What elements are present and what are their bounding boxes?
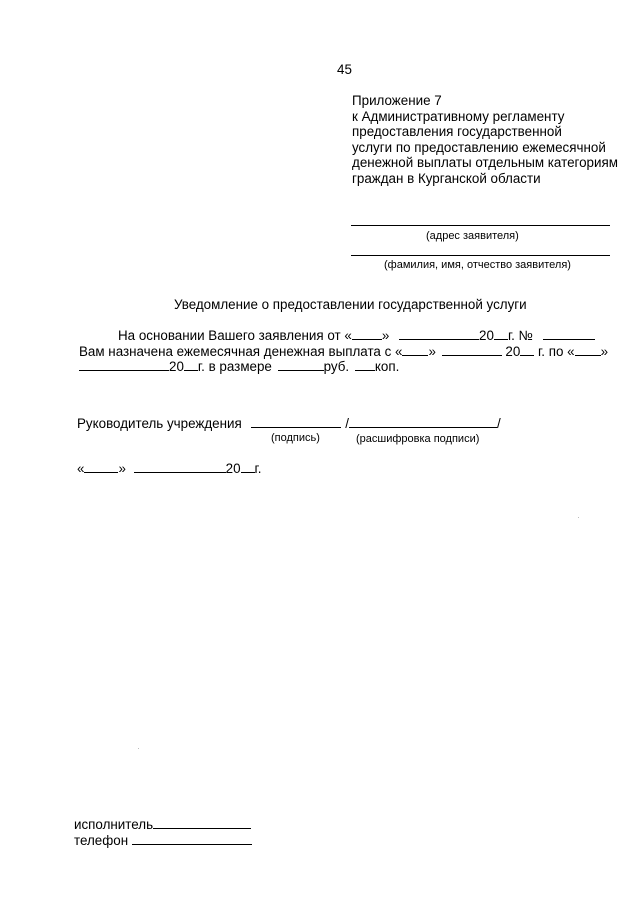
page-number: 45 (337, 62, 352, 77)
year-blank[interactable] (494, 327, 508, 340)
month-blank[interactable] (134, 460, 226, 473)
notice-text: коп. (374, 359, 400, 374)
performer-blank[interactable] (153, 816, 251, 829)
day-blank[interactable] (402, 343, 428, 356)
signature-row (77, 415, 501, 431)
notice-text: 20 (505, 344, 521, 359)
year-blank[interactable] (241, 460, 255, 473)
year-suffix: г. (254, 461, 262, 476)
signature-caption: (подпись) (271, 432, 320, 444)
notice-text: г. в размере (197, 359, 272, 374)
appendix-line: предоставления государственной (352, 124, 562, 140)
month-blank[interactable] (399, 327, 479, 340)
address-caption: (адрес заявителя) (426, 230, 519, 242)
notice-text: 20 (479, 328, 494, 343)
notice-text: » (600, 344, 609, 359)
phone-blank[interactable] (132, 832, 252, 845)
notice-text: г. по « (538, 344, 575, 359)
rubles-blank[interactable] (278, 358, 324, 371)
notice-text: руб. (323, 359, 350, 374)
month-blank[interactable] (79, 358, 169, 371)
signature-decode-blank[interactable] (349, 415, 497, 428)
signature-slash: / (345, 416, 349, 431)
notice-text: 20 (169, 359, 184, 374)
signature-blank[interactable] (251, 415, 341, 428)
scan-speck (138, 748, 139, 749)
year-text: 20 (225, 461, 241, 476)
day-blank[interactable] (575, 343, 601, 356)
manager-label: Руководитель учреждения (77, 416, 242, 431)
notice-line-1 (118, 327, 595, 343)
address-line[interactable] (351, 225, 610, 226)
notice-line-3 (79, 358, 399, 374)
appendix-title: Приложение 7 (352, 93, 442, 108)
performer-row (74, 816, 251, 832)
kopecks-blank[interactable] (355, 358, 375, 371)
notice-line-2 (79, 343, 608, 359)
notice-text: » (428, 344, 436, 359)
number-blank[interactable] (543, 327, 595, 340)
applicant-name-line[interactable] (351, 255, 610, 256)
appendix-line: услуги по предоставлению ежемесячной (352, 139, 606, 155)
appendix-line: граждан в Курганской области (352, 170, 541, 186)
day-blank[interactable] (352, 327, 382, 340)
date-row (77, 460, 262, 476)
quote-close: » (118, 461, 126, 476)
quote-open: « (77, 461, 85, 476)
signature-slash: / (496, 416, 501, 431)
notice-text: г. № (507, 328, 533, 343)
scan-speck (578, 517, 579, 518)
notice-text: На основании Вашего заявления от « (118, 328, 352, 343)
signature-decode-caption: (расшифровка подписи) (356, 433, 480, 445)
notice-title: Уведомление о предоставлении государственной услуги (174, 297, 527, 312)
notice-text: » (381, 328, 390, 343)
appendix-line: к Административному регламенту (352, 108, 565, 124)
phone-label: телефон (74, 833, 129, 848)
phone-row (74, 832, 252, 848)
performer-label: исполнитель (74, 817, 154, 832)
month-blank[interactable] (442, 343, 502, 356)
year-blank[interactable] (184, 358, 198, 371)
year-blank[interactable] (520, 343, 534, 356)
day-blank[interactable] (84, 460, 118, 473)
appendix-line: денежной выплаты отдельным категориям (352, 155, 618, 171)
appendix-block (352, 93, 618, 187)
notice-text: Вам назначена ежемесячная денежная выплата с « (79, 344, 403, 359)
applicant-name-caption: (фамилия, имя, отчество заявителя) (384, 259, 571, 271)
